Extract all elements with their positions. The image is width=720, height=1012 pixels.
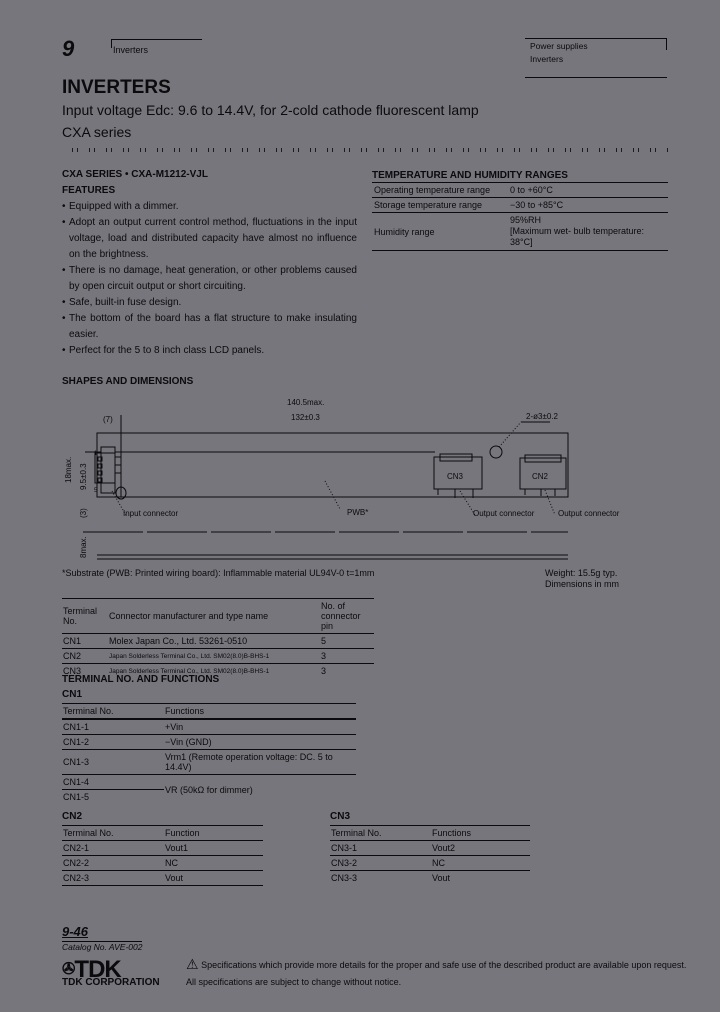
dim-thickness: 8max. — [79, 536, 88, 558]
feature-item: • Equipped with a dimmer. — [62, 199, 357, 215]
cn1-table — [62, 703, 356, 804]
table-row — [372, 198, 668, 213]
table-row: CN3 Japan Solderless Terminal Co., Ltd. SM02(8.0)B-BHS-1 3 — [63, 666, 327, 676]
col-header: Terminal No. — [62, 704, 164, 720]
series-name: CXA series — [62, 124, 132, 140]
feature-item: • Adopt an output current control method, fluctuations in the input voltage, load and distributed capacity have almost no influence on the brightness. — [62, 215, 357, 263]
substrate-note: *Substrate (PWB: Printed wiring board): Inflammable material UL94V-0 t=1mm — [62, 568, 375, 578]
temp-value: 95%RH — [510, 215, 542, 225]
table-row: CN1-2 −Vin (GND) — [62, 735, 356, 750]
mounting-hole-right — [490, 446, 502, 458]
page-subtitle: Input voltage Edc: 9.6 to 14.4V, for 2-cold cathode fluorescent lamp — [62, 102, 479, 118]
table-row: CN2-3 Vout — [62, 871, 263, 886]
label-pwb: PWB* — [347, 508, 369, 517]
cn1-title: CN1 — [62, 689, 83, 700]
table-row — [372, 213, 668, 251]
table-row — [372, 183, 668, 198]
col-header: Functions — [431, 826, 530, 841]
col-header: Connector manufacturer and type name — [108, 599, 320, 634]
temperature-heading: TEMPERATURE AND HUMIDITY RANGES — [372, 170, 568, 181]
cn3-table — [330, 825, 530, 885]
table-row: CN1-5 — [63, 792, 90, 802]
table-row: CN3-1 Vout2 — [330, 841, 530, 856]
dim-bottom-offset: (3) — [79, 508, 88, 518]
temp-label: Storage temperature range — [372, 198, 508, 213]
temp-label: Humidity range — [372, 213, 508, 251]
index-item-power-supplies[interactable]: Power supplies — [530, 41, 588, 51]
chapter-label: Inverters — [113, 45, 149, 55]
label-output-connector-1: Output connector — [473, 509, 535, 518]
weight-info — [545, 568, 619, 590]
change-notice: All specifications are subject to change without notice. — [186, 977, 402, 987]
col-header: Function — [164, 826, 263, 841]
table-row: CN1-1 +Vin — [62, 719, 356, 735]
units: Dimensions in mm — [545, 579, 620, 589]
feature-item: • Safe, built-in fuse design. — [62, 295, 357, 311]
cn2-table — [62, 825, 263, 886]
table-row: CN3-3 Vout — [331, 873, 451, 883]
label-output-connector-2: Output connector — [558, 509, 620, 518]
features-section — [62, 167, 357, 359]
table-row: CN2-2 NC — [62, 856, 263, 871]
board-outline — [97, 433, 568, 497]
label-pin5: 5 — [94, 488, 98, 494]
warning-icon: ⚠ — [186, 956, 199, 972]
label-cn3: CN3 — [447, 472, 464, 481]
dim-height-max: 18max. — [64, 456, 73, 483]
col-header: Terminal No. — [330, 826, 431, 841]
model-heading: CXA SERIES • CXA-M1212-VJL — [62, 169, 208, 180]
tdk-emblem-icon: ✇ — [62, 961, 75, 978]
dotted-divider — [72, 148, 672, 152]
table-row: CN2-1 Vout1 — [62, 841, 263, 856]
connector-table — [62, 598, 374, 678]
col-header: Functions — [164, 704, 356, 720]
chapter-number: 9 — [62, 36, 75, 61]
features-heading: FEATURES — [62, 185, 116, 196]
dim-hole-pitch: 132±0.3 — [291, 413, 320, 422]
temperature-table — [372, 182, 668, 251]
label-pin1: 1 — [94, 451, 98, 457]
table-row: CN1-4 VR (50kΩ for dimmer) — [62, 775, 356, 790]
spec-notice: ⚠ Specifications which provide more details for the proper and safe use of the described product are available upon request. — [186, 956, 687, 972]
table-header-row — [62, 599, 374, 634]
cn3-title: CN3 — [330, 811, 351, 822]
dim-overall-length: 140.5max. — [287, 398, 325, 407]
col-header: Terminal No. — [62, 826, 164, 841]
features-list — [62, 199, 357, 359]
input-connector-shape — [95, 447, 121, 493]
temp-value: 0 to +60°C — [508, 183, 668, 198]
label-cn2: CN2 — [532, 472, 549, 481]
dimension-drawing — [55, 395, 675, 565]
dim-left-offset: (7) — [103, 415, 113, 424]
dimensions-heading: SHAPES AND DIMENSIONS — [62, 376, 194, 387]
dim-hole-spec: 2-ø3±0.2 — [526, 412, 558, 421]
catalog-number: Catalog No. AVE-002 — [62, 942, 143, 952]
page-title: INVERTERS — [62, 77, 171, 98]
table-row: CN1-3 Vrm1 (Remote operation voltage: DC. 5 to 14.4V) — [62, 750, 356, 775]
weight: Weight: 15.5g typ. — [545, 568, 618, 578]
temp-note: [Maximum wet- bulb temperature: 38°C] — [510, 226, 645, 247]
col-header: Terminal No. — [62, 599, 108, 634]
cn2-title: CN2 — [62, 811, 83, 822]
page-number: 9-46 — [62, 924, 89, 939]
table-row: CN3-2 NC — [330, 856, 530, 871]
feature-item: • The bottom of the board has a flat structure to make insulating easier. — [62, 311, 357, 343]
dim-height-tol: 9.5±0.3 — [79, 463, 88, 490]
terminals-heading: TERMINAL NO. AND FUNCTIONS — [62, 674, 220, 685]
feature-item: • There is no damage, heat generation, or other problems caused by open circuit output or short circuiting. — [62, 263, 357, 295]
index-item-inverters[interactable]: Inverters — [530, 54, 564, 64]
label-input-connector: Input connector — [123, 509, 179, 518]
temp-value: −30 to +85°C — [508, 198, 668, 213]
index-box — [525, 38, 667, 78]
feature-item: • Perfect for the 5 to 8 inch class LCD panels. — [62, 343, 357, 359]
table-row: CN1 Molex Japan Co., Ltd. 53261-0510 5 — [62, 634, 374, 649]
tdk-logo: ✇TDK — [62, 956, 121, 983]
table-row: CN2 Japan Solderless Terminal Co., Ltd. SM02(8.0)B-BHS-1 3 — [62, 649, 374, 664]
temp-label: Operating temperature range — [372, 183, 508, 198]
col-header: No. of connector pin — [320, 599, 374, 634]
company-name: TDK CORPORATION — [62, 977, 160, 988]
